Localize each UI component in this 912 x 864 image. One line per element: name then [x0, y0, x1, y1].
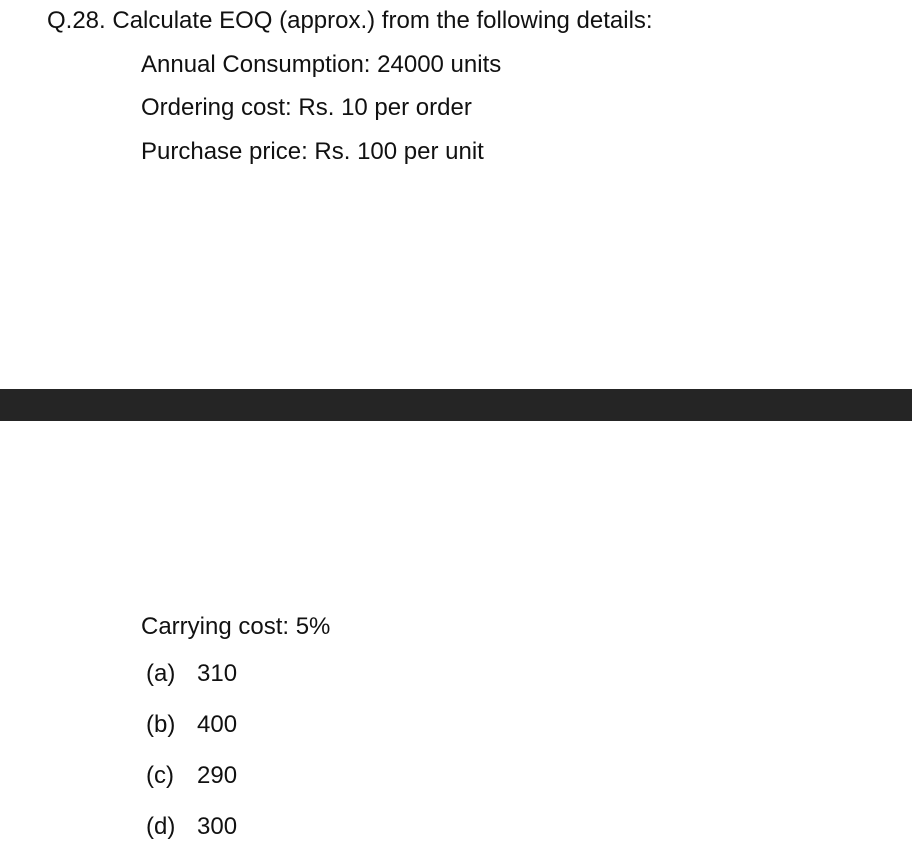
option-b — [146, 710, 237, 740]
option-d — [146, 812, 237, 842]
option-b-value: 400 — [197, 711, 238, 738]
option-a-value: 310 — [197, 660, 238, 687]
option-a-label: (a) — [146, 660, 176, 687]
detail-purchase-price: Purchase price: Rs. 100 per unit — [141, 138, 484, 165]
page-divider-band — [0, 389, 912, 421]
detail-ordering-cost: Ordering cost: Rs. 10 per order — [141, 94, 472, 121]
detail-annual-consumption: Annual Consumption: 24000 units — [141, 51, 502, 78]
option-a — [146, 659, 237, 689]
option-d-label: (d) — [146, 813, 176, 840]
question-text: Q.28. Calculate EOQ (approx.) from the following details: — [47, 7, 653, 34]
option-c-label: (c) — [146, 762, 174, 789]
detail-carrying-cost: Carrying cost: 5% — [141, 613, 331, 640]
option-c — [146, 761, 237, 791]
option-d-value: 300 — [197, 813, 238, 840]
option-b-label: (b) — [146, 711, 176, 738]
option-c-value: 290 — [197, 762, 238, 789]
